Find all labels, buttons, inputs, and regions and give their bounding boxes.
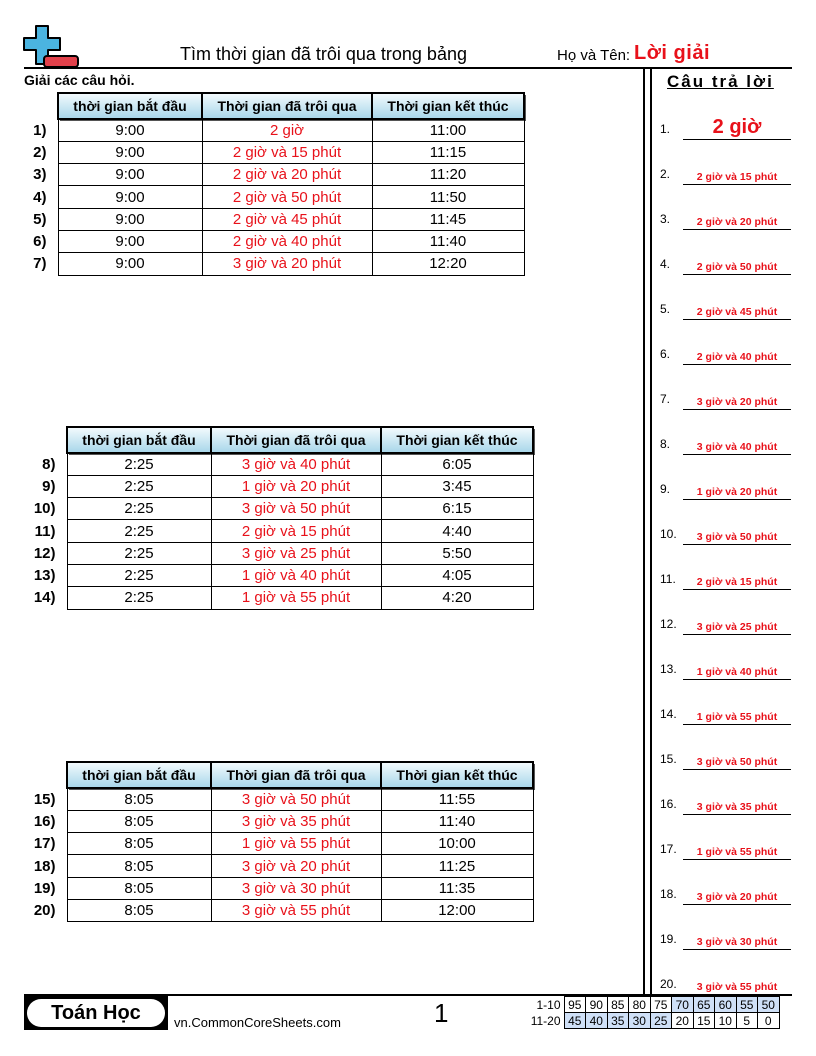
start-time: 8:05 xyxy=(67,899,211,921)
score-cell: 95 xyxy=(564,997,586,1013)
start-time: 8:05 xyxy=(67,810,211,832)
table-row xyxy=(29,564,533,586)
answer-value: 2 giờ và 15 phút xyxy=(683,171,791,185)
site-url: vn.CommonCoreSheets.com xyxy=(174,1015,341,1030)
start-time: 2:25 xyxy=(67,564,211,586)
score-row-label: 11-20 xyxy=(530,1013,561,1028)
end-time: 10:00 xyxy=(381,833,533,855)
answer-value: 2 giờ và 20 phút xyxy=(683,216,791,230)
elapsed-time: 2 giờ và 40 phút xyxy=(202,230,372,252)
instructions: Giải các câu hỏi. xyxy=(24,72,135,88)
problem-number: 6) xyxy=(33,233,47,251)
score-cell: 40 xyxy=(586,1013,608,1029)
answer-number: 5. xyxy=(660,302,671,316)
elapsed-time: 3 giờ và 25 phút xyxy=(211,542,381,564)
column-header-elapsed: Thời gian đã trôi qua xyxy=(211,427,381,453)
answer-number: 15. xyxy=(660,752,677,766)
start-time: 2:25 xyxy=(67,542,211,564)
start-time: 8:05 xyxy=(67,877,211,899)
column-header-elapsed: Thời gian đã trôi qua xyxy=(202,93,372,119)
problem-table-3 xyxy=(29,761,534,922)
end-time: 3:45 xyxy=(381,475,533,497)
elapsed-time: 2 giờ và 45 phút xyxy=(202,208,372,230)
column-header-start: thời gian bắt đầu xyxy=(67,427,211,453)
answer-item xyxy=(660,427,800,455)
answer-value: 2 giờ xyxy=(683,116,791,140)
score-cell: 0 xyxy=(758,1013,780,1029)
table-row xyxy=(20,164,524,186)
column-header-end: Thời gian kết thúc xyxy=(381,427,533,453)
table-row xyxy=(20,186,524,208)
score-cell: 75 xyxy=(650,997,672,1013)
score-cell: 25 xyxy=(650,1013,672,1029)
table-row xyxy=(29,475,533,497)
answer-value: 1 giờ và 55 phút xyxy=(683,846,791,860)
score-cell: 5 xyxy=(736,1013,758,1029)
answer-item xyxy=(660,292,800,320)
answer-number: 11. xyxy=(660,572,676,586)
answer-value: 2 giờ và 45 phút xyxy=(683,306,791,320)
answer-number: 1. xyxy=(660,122,671,136)
name-value: Lời giải xyxy=(634,42,711,64)
score-cell: 85 xyxy=(607,997,629,1013)
answer-value: 2 giờ và 15 phút xyxy=(683,576,791,590)
answer-item xyxy=(660,877,800,905)
elapsed-time: 3 giờ và 40 phút xyxy=(211,453,381,475)
start-time: 8:05 xyxy=(67,788,211,810)
elapsed-time: 3 giờ và 50 phút xyxy=(211,788,381,810)
elapsed-time: 3 giờ và 55 phút xyxy=(211,899,381,921)
answer-value: 3 giờ và 50 phút xyxy=(683,756,791,770)
table-row xyxy=(29,542,533,564)
score-cell: 70 xyxy=(672,997,694,1013)
start-time: 2:25 xyxy=(67,498,211,520)
problem-number: 16) xyxy=(33,812,56,830)
end-time: 11:40 xyxy=(381,810,533,832)
end-time: 11:55 xyxy=(381,788,533,810)
elapsed-time: 3 giờ và 50 phút xyxy=(211,498,381,520)
start-time: 9:00 xyxy=(58,253,202,275)
problem-number: 11) xyxy=(34,522,56,540)
answer-number: 18. xyxy=(660,887,677,901)
end-time: 11:45 xyxy=(372,208,524,230)
start-time: 8:05 xyxy=(67,855,211,877)
end-time: 4:20 xyxy=(381,587,533,609)
answer-number: 7. xyxy=(660,392,671,406)
answer-number: 6. xyxy=(660,347,671,361)
blank-header xyxy=(29,762,67,788)
answer-value: 3 giờ và 35 phút xyxy=(683,801,791,815)
answer-value: 3 giờ và 25 phút xyxy=(683,621,791,635)
elapsed-time: 2 giờ và 50 phút xyxy=(202,186,372,208)
elapsed-time: 3 giờ và 35 phút xyxy=(211,810,381,832)
table-row xyxy=(29,520,533,542)
table-row xyxy=(29,810,533,832)
answer-number: 17. xyxy=(660,842,677,856)
problem-number: 19) xyxy=(33,879,56,897)
problem-number: 18) xyxy=(33,857,56,875)
elapsed-time: 2 giờ và 15 phút xyxy=(202,141,372,163)
elapsed-time: 2 giờ và 20 phút xyxy=(202,164,372,186)
problem-number: 15) xyxy=(33,790,56,808)
answer-number: 20. xyxy=(660,977,677,991)
answer-item xyxy=(660,922,800,950)
brand-badge xyxy=(24,996,168,1030)
answer-value: 3 giờ và 20 phút xyxy=(683,891,791,905)
elapsed-time: 1 giờ và 55 phút xyxy=(211,833,381,855)
score-row xyxy=(528,1013,779,1029)
answer-item xyxy=(660,742,800,770)
answer-number: 12. xyxy=(660,617,677,631)
end-time: 6:05 xyxy=(381,453,533,475)
elapsed-time: 3 giờ và 20 phút xyxy=(211,855,381,877)
score-cell: 55 xyxy=(736,997,758,1013)
answer-item xyxy=(660,607,800,635)
answer-value: 3 giờ và 20 phút xyxy=(683,396,791,410)
answer-value: 2 giờ và 50 phút xyxy=(683,261,791,275)
brand-label: Toán Học xyxy=(27,999,165,1027)
score-cell: 30 xyxy=(629,1013,651,1029)
answer-item xyxy=(660,157,800,185)
start-time: 2:25 xyxy=(67,520,211,542)
start-time: 9:00 xyxy=(58,208,202,230)
name-label: Họ và Tên: xyxy=(557,47,631,64)
table-row xyxy=(20,141,524,163)
blank-header xyxy=(20,93,58,119)
problem-number: 8) xyxy=(42,455,56,473)
end-time: 4:40 xyxy=(381,520,533,542)
table-row xyxy=(20,119,524,141)
answer-item xyxy=(660,832,800,860)
column-header-start: thời gian bắt đầu xyxy=(67,762,211,788)
problem-table-2 xyxy=(29,426,534,610)
score-cell: 10 xyxy=(715,1013,737,1029)
table-row xyxy=(20,208,524,230)
answer-item xyxy=(660,562,800,590)
problem-number: 1) xyxy=(33,121,47,139)
answer-item xyxy=(660,652,800,680)
score-cell: 50 xyxy=(758,997,780,1013)
start-time: 2:25 xyxy=(67,587,211,609)
answer-item xyxy=(660,112,800,140)
end-time: 12:20 xyxy=(372,253,524,275)
score-cell: 15 xyxy=(693,1013,715,1029)
problem-number: 2) xyxy=(33,143,47,161)
problem-table-1 xyxy=(20,92,525,276)
problem-number: 20) xyxy=(33,902,56,920)
answer-value: 3 giờ và 55 phút xyxy=(683,981,791,995)
end-time: 11:35 xyxy=(381,877,533,899)
elapsed-time: 1 giờ và 20 phút xyxy=(211,475,381,497)
answer-number: 4. xyxy=(660,257,671,271)
score-cell: 35 xyxy=(607,1013,629,1029)
table-row xyxy=(29,498,533,520)
start-time: 9:00 xyxy=(58,230,202,252)
problem-number: 7) xyxy=(33,255,47,273)
problem-number: 4) xyxy=(33,188,47,206)
end-time: 5:50 xyxy=(381,542,533,564)
table-row xyxy=(29,877,533,899)
table-row xyxy=(29,833,533,855)
end-time: 6:15 xyxy=(381,498,533,520)
table-row xyxy=(29,453,533,475)
end-time: 12:00 xyxy=(381,899,533,921)
answer-value: 1 giờ và 40 phút xyxy=(683,666,791,680)
blank-header xyxy=(29,427,67,453)
table-row xyxy=(29,788,533,810)
end-time: 11:00 xyxy=(372,119,524,141)
elapsed-time: 2 giờ xyxy=(202,119,372,141)
elapsed-time: 3 giờ và 30 phút xyxy=(211,877,381,899)
column-header-end: Thời gian kết thúc xyxy=(381,762,533,788)
answer-item xyxy=(660,787,800,815)
table-row xyxy=(20,253,524,275)
elapsed-time: 1 giờ và 40 phút xyxy=(211,564,381,586)
answer-column-divider xyxy=(643,68,652,994)
answer-value: 2 giờ và 40 phút xyxy=(683,351,791,365)
elapsed-time: 3 giờ và 20 phút xyxy=(202,253,372,275)
answer-value: 3 giờ và 50 phút xyxy=(683,531,791,545)
start-time: 8:05 xyxy=(67,833,211,855)
answer-number: 8. xyxy=(660,437,671,451)
score-row-label: 1-10 xyxy=(536,997,561,1012)
worksheet-title: Tìm thời gian đã trôi qua trong bảng xyxy=(180,44,467,64)
answer-number: 9. xyxy=(660,482,671,496)
end-time: 11:40 xyxy=(372,230,524,252)
start-time: 2:25 xyxy=(67,453,211,475)
answer-item xyxy=(660,337,800,365)
problem-number: 5) xyxy=(33,210,47,228)
problem-number: 14) xyxy=(33,589,56,607)
problem-number: 13) xyxy=(33,567,56,585)
answer-item xyxy=(660,382,800,410)
score-cell: 90 xyxy=(586,997,608,1013)
start-time: 2:25 xyxy=(67,475,211,497)
score-cell: 65 xyxy=(693,997,715,1013)
elapsed-time: 1 giờ và 55 phút xyxy=(211,587,381,609)
answer-number: 10. xyxy=(660,527,677,541)
elapsed-time: 2 giờ và 15 phút xyxy=(211,520,381,542)
table-row xyxy=(20,230,524,252)
answer-number: 2. xyxy=(660,167,671,181)
problem-number: 12) xyxy=(33,544,56,562)
table-row xyxy=(29,899,533,921)
problem-number: 9) xyxy=(42,477,56,495)
score-cell: 80 xyxy=(629,997,651,1013)
table-row xyxy=(29,855,533,877)
start-time: 9:00 xyxy=(58,186,202,208)
answer-value: 1 giờ và 55 phút xyxy=(683,711,791,725)
answer-number: 13. xyxy=(660,662,677,676)
end-time: 11:15 xyxy=(372,141,524,163)
answer-key-title: Câu trả lời xyxy=(667,72,774,91)
answer-value: 3 giờ và 40 phút xyxy=(683,441,791,455)
column-header-elapsed: Thời gian đã trôi qua xyxy=(211,762,381,788)
answer-item xyxy=(660,202,800,230)
start-time: 9:00 xyxy=(58,141,202,163)
problem-number: 3) xyxy=(33,166,47,184)
problem-number: 17) xyxy=(33,835,56,853)
page-number: 1 xyxy=(434,998,449,1028)
answer-item xyxy=(660,517,800,545)
end-time: 4:05 xyxy=(381,564,533,586)
end-time: 11:20 xyxy=(372,164,524,186)
score-row xyxy=(528,997,779,1013)
answer-number: 16. xyxy=(660,797,677,811)
score-cell: 20 xyxy=(672,1013,694,1029)
answer-item xyxy=(660,247,800,275)
answer-number: 19. xyxy=(660,932,677,946)
answer-number: 3. xyxy=(660,212,671,226)
end-time: 11:50 xyxy=(372,186,524,208)
column-header-start: thời gian bắt đầu xyxy=(58,93,202,119)
score-cell: 45 xyxy=(564,1013,586,1029)
answer-item xyxy=(660,697,800,725)
score-cell: 60 xyxy=(715,997,737,1013)
answer-item xyxy=(660,967,800,995)
start-time: 9:00 xyxy=(58,119,202,141)
header-rule xyxy=(24,67,792,69)
score-table xyxy=(528,996,780,1029)
answer-number: 14. xyxy=(660,707,677,721)
start-time: 9:00 xyxy=(58,164,202,186)
answer-value: 3 giờ và 30 phút xyxy=(683,936,791,950)
problem-number: 10) xyxy=(33,500,56,518)
plus-minus-logo-icon xyxy=(22,24,80,68)
column-header-end: Thời gian kết thúc xyxy=(372,93,524,119)
answer-item xyxy=(660,472,800,500)
answer-value: 1 giờ và 20 phút xyxy=(683,486,791,500)
table-row xyxy=(29,587,533,609)
end-time: 11:25 xyxy=(381,855,533,877)
